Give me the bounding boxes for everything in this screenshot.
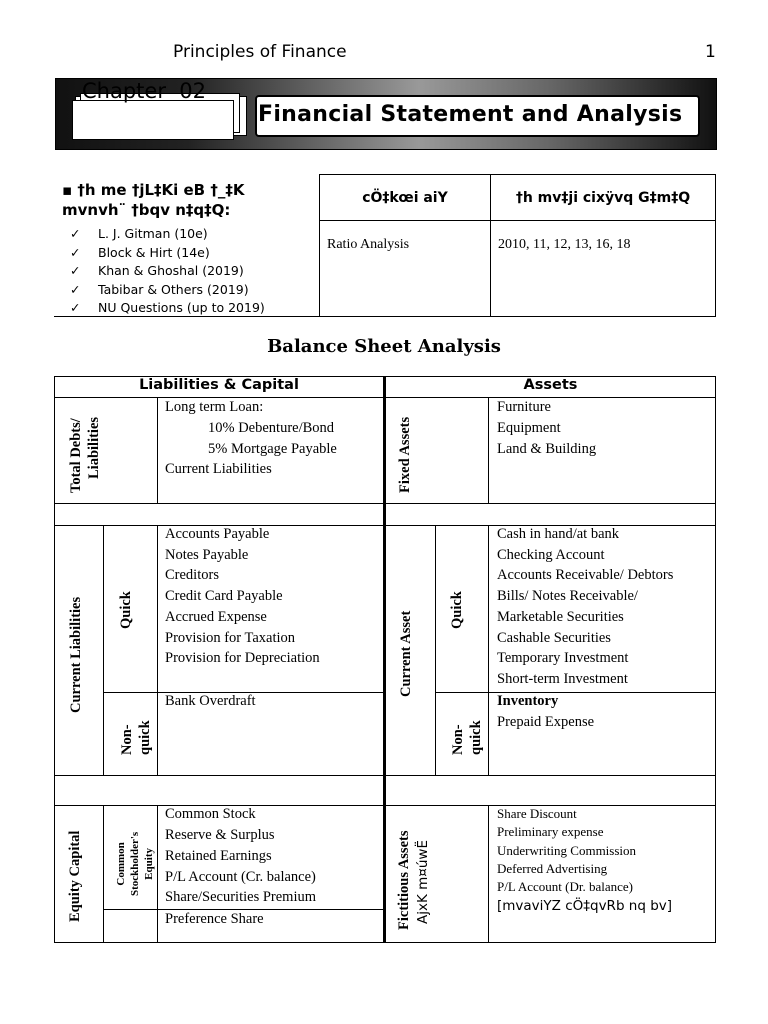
list-item: Creditors [165,567,219,583]
list-item: Inventory [497,693,559,709]
fixed-assets-label: Fixed Assets [397,416,413,493]
quick-label: Quick [449,591,465,629]
list-item: Deferred Advertising [497,861,608,876]
list-item: 5% Mortgage Payable [208,441,337,457]
nonquick-label: Non- quick [450,720,484,755]
list-item: Accounts Receivable/ Debtors [497,567,674,583]
current-asset-label: Current Asset [398,610,414,697]
total-debts-label: Total Debts/ Liabilities [68,416,102,493]
check-icon: ✓ [70,263,81,278]
chapter-title: Financial Statement and Analysis [258,102,683,127]
reference-list [70,225,265,318]
list-item: ✓ Block & Hirt (14e) [70,244,265,263]
list-item: Equipment [497,420,561,436]
list-item: Accrued Expense [165,609,267,625]
table-header: †h mv‡ji cixÿvq G‡m‡Q [491,175,716,221]
liabilities-column-header: Liabilities & Capital [139,377,299,393]
list-item: Furniture [497,399,551,415]
equity-capital-label: Equity Capital [67,830,83,922]
list-item: Common Stock [165,806,256,822]
list-item: Prepaid Expense [497,714,595,730]
common-stockholders-equity-label: Common Stockholder's Equity [115,831,155,896]
table-cell: 2010, 11, 12, 13, 16, 18 [491,221,716,317]
list-item: Checking Account [497,547,605,563]
list-item: ✓ NU Questions (up to 2019) [70,299,265,318]
list-item: ✓ Tabibar & Others (2019) [70,281,265,300]
list-item: ✓ L. J. Gitman (10e) [70,225,265,244]
list-item: Provision for Taxation [165,630,296,646]
list-item: Marketable Securities [497,609,624,625]
list-item: Bank Overdraft [165,693,256,709]
list-item: Current Liabilities [165,461,272,477]
question-reference-table [319,174,716,317]
check-icon: ✓ [70,244,81,260]
list-item: P/L Account (Cr. balance) [165,869,316,885]
list-item: ✓ Khan & Ghoshal (2019) [70,262,265,281]
table-cell: Ratio Analysis [320,221,491,317]
divider [54,316,319,317]
references-heading: ▪ †h me †jL‡Ki eB †_‡K mvnvh¨ †bqv n‡q‡Q: [62,181,245,219]
list-item: Cashable Securities [497,630,611,646]
document-header-title: Principles of Finance [173,42,347,62]
list-item: Short-term Investment [497,671,628,687]
check-icon: ✓ [70,281,81,297]
list-item: Retained Earnings [165,848,272,864]
list-item: Underwriting Commission [497,843,637,858]
check-icon: ✓ [70,300,81,315]
list-item: Share Discount [497,806,577,821]
assets-column-header: Assets [523,377,578,393]
list-item: Long term Loan: [165,399,264,415]
list-item: Share/Securities Premium [165,889,317,905]
list-item: Notes Payable [165,547,249,563]
section-title: Balance Sheet Analysis [267,336,501,357]
list-item: Temporary Investment [497,650,629,666]
list-item: Bills/ Notes Receivable/ [497,588,638,604]
fictitious-assets-note: [mvaviYZ cÖ‡qvRb nq bv] [497,898,673,914]
check-icon: ✓ [70,226,81,241]
list-item: Credit Card Payable [165,588,283,604]
page-stack-decoration [72,100,234,140]
list-item: Provision for Depreciation [165,650,320,666]
list-item: 10% Debenture/Bond [208,420,335,436]
list-item: Preference Share [165,911,264,927]
current-liabilities-label: Current Liabilities [68,596,84,713]
fictitious-assets-label: Fictitious Assets AjxK m¤úwË [396,830,431,930]
chapter-label: Chapter 02 [82,79,207,103]
list-item: Land & Building [497,441,597,457]
list-item: P/L Account (Dr. balance) [497,879,633,894]
quick-label: Quick [118,591,134,629]
nonquick-label: Non- quick [119,720,153,755]
list-item: Preliminary expense [497,824,604,839]
list-item: Cash in hand/at bank [497,526,620,542]
list-item: Reserve & Surplus [165,827,275,843]
list-item: Accounts Payable [165,526,270,542]
page-number: 1 [705,42,716,62]
table-header: cÖ‡kœi aiY [320,175,491,221]
